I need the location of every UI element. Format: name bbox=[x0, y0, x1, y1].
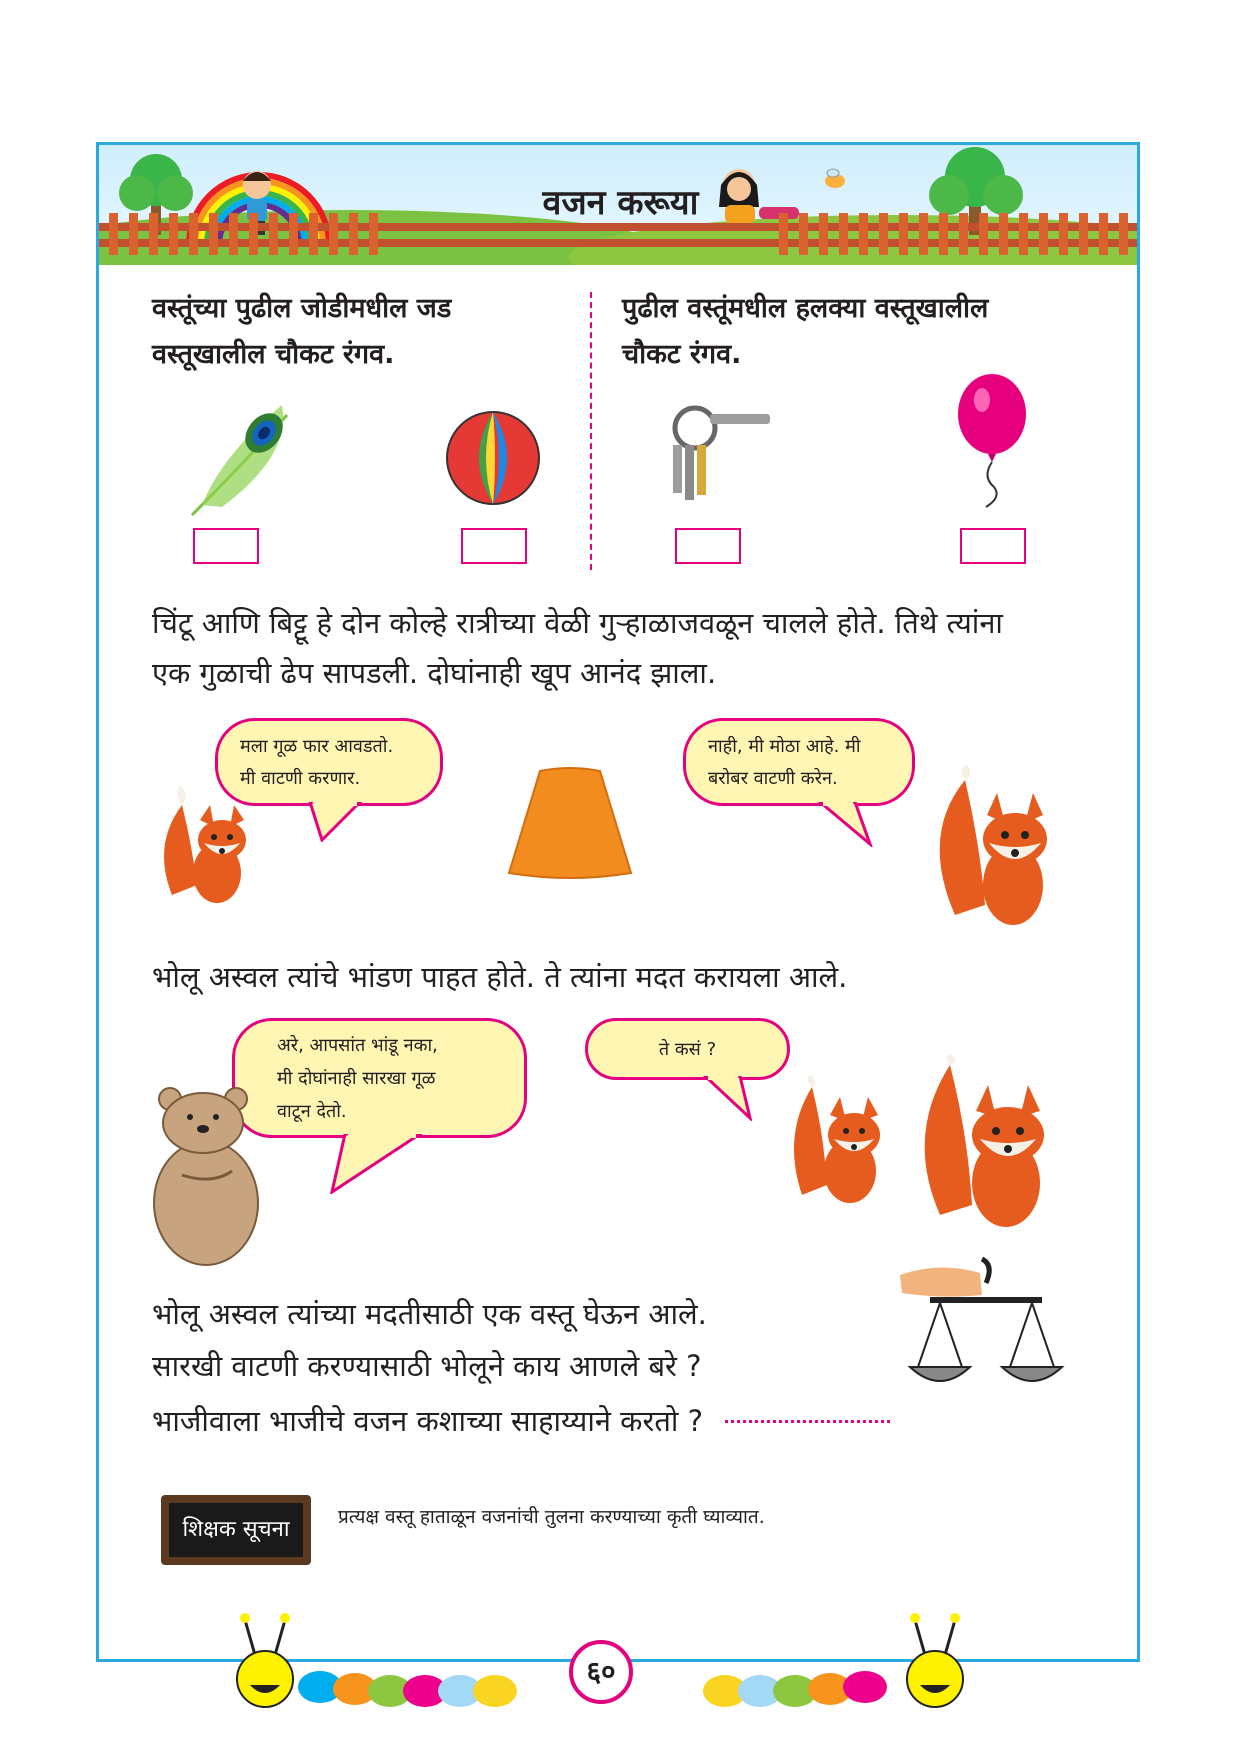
ball-checkbox[interactable] bbox=[461, 528, 527, 564]
large-fox-icon bbox=[925, 765, 1060, 935]
balloon-icon bbox=[952, 372, 1032, 512]
bear-speech-bubble bbox=[232, 1018, 527, 1138]
feather-checkbox[interactable] bbox=[193, 528, 259, 564]
bubble-tail bbox=[330, 1134, 440, 1194]
teacher-board-label: शिक्षक सूचना bbox=[169, 1503, 303, 1557]
story-line: भोलू अस्वल त्यांच्या मदतीसाठी एक वस्तू घेऊन आले. bbox=[152, 1297, 707, 1331]
foxes-question-bubble bbox=[585, 1018, 790, 1080]
story-line: सारखी वाटणी करण्यासाठी भोलूने काय आणले बरे ? bbox=[152, 1349, 702, 1383]
story-paragraph-2: भोलू अस्वल त्यांचे भांडण पाहत होते. ते त्यांना मदत करायला आले. bbox=[152, 960, 848, 994]
teacher-board bbox=[161, 1495, 311, 1565]
bubble-line: मी वाटणी करणार. bbox=[240, 768, 361, 789]
bubble-line: बरोबर वाटणी करेन. bbox=[708, 768, 838, 789]
story-paragraph-1 bbox=[152, 598, 1092, 698]
story-line: चिंटू आणि बिट्टू हे दोन कोल्हे रात्रीच्या वेळी गुऱ्हाळाजवळून चालले होते. तिथे त्यांना bbox=[152, 606, 1003, 640]
left-instruction-line2: वस्तूखालील चौकट रंगव. bbox=[152, 339, 395, 370]
answer-blank[interactable] bbox=[725, 1420, 890, 1423]
right-instruction bbox=[622, 286, 1082, 378]
jaggery-block-icon bbox=[505, 765, 635, 885]
keys-checkbox[interactable] bbox=[675, 528, 741, 564]
bubble-line: ते कसं ? bbox=[658, 1039, 717, 1060]
story-line: एक गुळाची ढेप सापडली. दोघांनाही खूप आनंद झाला. bbox=[152, 656, 717, 690]
bubble-line: मी दोघांनाही सारखा गूळ bbox=[277, 1068, 436, 1089]
ball-icon bbox=[445, 410, 541, 506]
right-instruction-line1: पुढील वस्तूंमधील हलक्या वस्तूखालील bbox=[622, 293, 989, 324]
left-instruction-line1: वस्तूंच्या पुढील जोडीमधील जड bbox=[152, 293, 452, 324]
small-fox-icon bbox=[152, 785, 257, 910]
bubble-tail bbox=[300, 802, 380, 842]
fox2-speech-bubble bbox=[683, 718, 915, 806]
story-paragraph-3 bbox=[152, 1288, 812, 1392]
question-text: भाजीवाला भाजीचे वजन कशाच्या साहाय्याने करतो ? bbox=[152, 1404, 703, 1438]
bubble-line: मला गूळ फार आवडतो. bbox=[240, 736, 394, 757]
left-instruction bbox=[152, 286, 552, 378]
section-divider bbox=[590, 292, 592, 570]
page-title: वजन करूया bbox=[542, 183, 699, 223]
bubble-tail bbox=[700, 1076, 760, 1121]
large-fox-icon bbox=[910, 1055, 1060, 1235]
keys-icon bbox=[655, 400, 785, 510]
teacher-note: प्रत्यक्ष वस्तू हाताळून वजनांची तुलना करण्याच्या कृती घ्याव्यात. bbox=[338, 1506, 765, 1528]
caterpillar-right-icon bbox=[907, 1613, 963, 1707]
bubble-line: नाही, मी मोठा आहे. मी bbox=[708, 736, 861, 757]
page-number: ६० bbox=[569, 1640, 633, 1704]
small-fox-icon bbox=[782, 1075, 892, 1210]
weighing-scale-icon bbox=[890, 1255, 1070, 1415]
bear-icon bbox=[142, 1085, 270, 1267]
peacock-feather-icon bbox=[182, 395, 312, 525]
right-instruction-line2: चौकट रंगव. bbox=[622, 339, 742, 370]
bubble-line: अरे, आपसांत भांडू नका, bbox=[277, 1035, 438, 1056]
balloon-checkbox[interactable] bbox=[960, 528, 1026, 564]
bubble-tail bbox=[815, 802, 875, 847]
caterpillar-left-icon bbox=[237, 1613, 293, 1707]
bubble-line: वाटून देतो. bbox=[277, 1101, 347, 1122]
